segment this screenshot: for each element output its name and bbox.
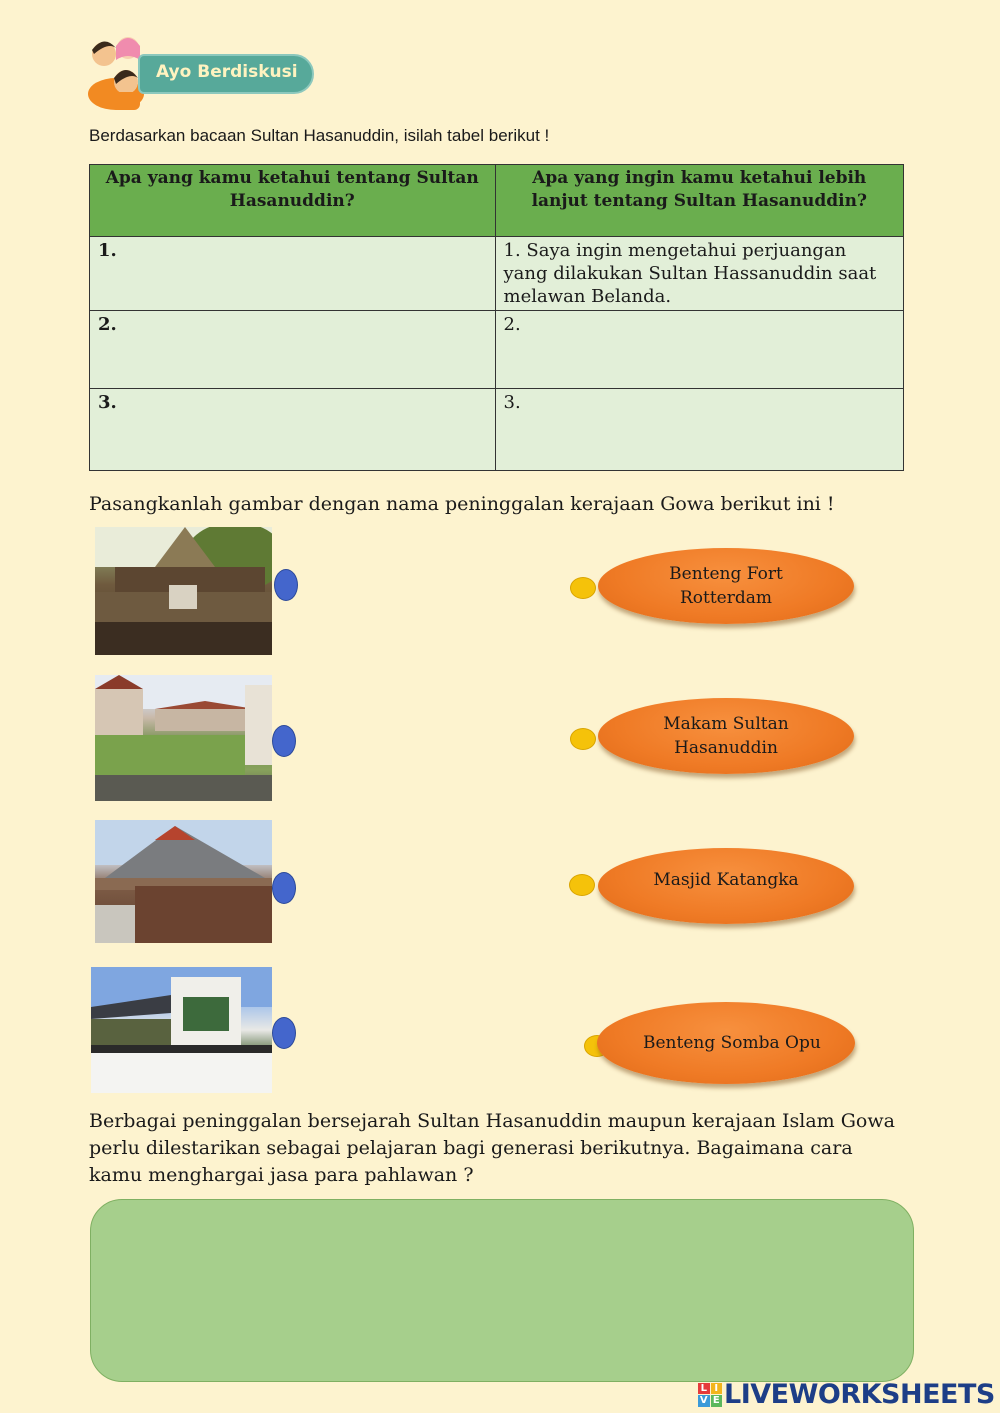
option-fort-rotterdam[interactable]: Benteng Fort Rotterdam	[598, 548, 854, 624]
connector-dot-photo-2[interactable]	[272, 725, 296, 757]
table-row	[90, 311, 904, 389]
matching-instruction: Pasangkanlah gambar dengan nama peninggalan kerajaan Gowa berikut ini !	[89, 493, 835, 515]
brand-logo-letter: I	[711, 1383, 723, 1395]
brand-logo-letter: L	[698, 1383, 710, 1395]
photo-somba-opu	[95, 820, 272, 943]
mosque-illustration	[91, 967, 272, 1093]
answer-cell-know-3[interactable]: 3.	[90, 389, 496, 471]
answer-cell-want-2[interactable]: 2.	[495, 311, 904, 389]
reflection-answer-box[interactable]	[90, 1199, 914, 1382]
photo-mosque	[91, 967, 272, 1093]
section-badge	[86, 32, 316, 114]
connector-dot-photo-4[interactable]	[272, 1017, 296, 1049]
table-row	[90, 237, 904, 311]
intro-instruction: Berdasarkan bacaan Sultan Hasanuddin, isilah tabel berikut !	[89, 126, 550, 145]
answer-cell-know-2[interactable]: 2.	[90, 311, 496, 389]
option-masjid-katangka[interactable]: Masjid Katangka	[598, 848, 854, 924]
photo-tomb	[95, 527, 272, 655]
answer-cell-want-3[interactable]: 3.	[495, 389, 904, 471]
connector-dot-photo-1[interactable]	[274, 569, 298, 601]
tomb-illustration	[95, 527, 272, 655]
answer-cell-want-1[interactable]: 1. Saya ingin mengetahui perjuangan yang dilakukan Sultan Hassanuddin saat melawan Belanda.	[495, 237, 904, 311]
answer-cell-know-1[interactable]: 1.	[90, 237, 496, 311]
photo-fort	[95, 675, 272, 801]
connector-dot-option-1[interactable]	[570, 577, 596, 599]
table-header-want: Apa yang ingin kamu ketahui lebih lanjut tentang Sultan Hasanuddin?	[495, 165, 904, 237]
connector-dot-option-2[interactable]	[570, 728, 596, 750]
kwl-table	[89, 164, 904, 471]
connector-dot-photo-3[interactable]	[272, 872, 296, 904]
option-makam-sultan[interactable]: Makam Sultan Hasanuddin	[598, 698, 854, 774]
table-row	[90, 389, 904, 471]
brand-logo-letter: E	[711, 1395, 723, 1407]
brand-logo-letter: V	[699, 1395, 708, 1406]
connector-dot-option-3[interactable]	[569, 874, 595, 896]
brand-logo-icon	[698, 1383, 722, 1407]
reflection-question: Berbagai peninggalan bersejarah Sultan Hasanuddin maupun kerajaan Islam Gowa perlu dilestarikan sebagai pelajaran bagi generasi berikutnya. Bagaimana cara kamu menghargai jasa para pahlawan ?	[89, 1110, 895, 1186]
badge-label: Ayo Berdiskusi	[156, 62, 298, 82]
somba-opu-illustration	[95, 820, 272, 943]
option-somba-opu[interactable]: Benteng Somba Opu	[597, 1002, 855, 1084]
fort-illustration	[95, 675, 272, 801]
table-header-row	[90, 165, 904, 237]
brand-name: LIVEWORKSHEETS	[724, 1379, 995, 1410]
table-header-know: Apa yang kamu ketahui tentang Sultan Hasanuddin?	[90, 165, 496, 237]
liveworksheets-brand	[698, 1379, 995, 1410]
